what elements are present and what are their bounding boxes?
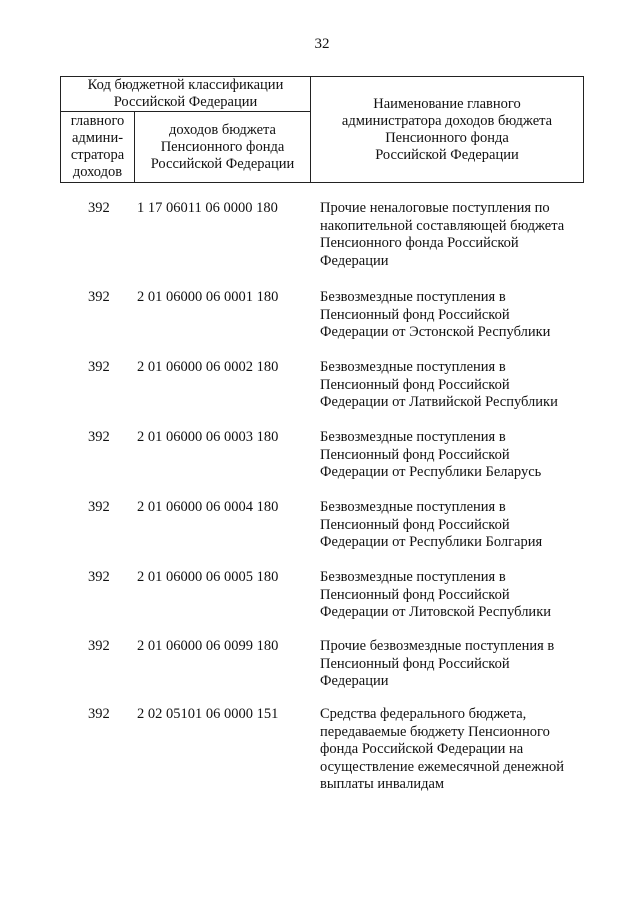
income-code: 1 17 06011 06 0000 180 — [137, 200, 278, 216]
admin-code: 392 — [88, 289, 110, 305]
income-code: 2 01 06000 06 0005 180 — [137, 569, 279, 585]
admin-code: 392 — [88, 499, 110, 515]
page-number: 32 — [314, 36, 330, 52]
income-name: Прочие безвозмездные поступления в Пенсионный фонд Российской Федерации — [320, 638, 555, 689]
header-income-column: доходов бюджета Пенсионного фонда Российской Федерации — [135, 112, 311, 182]
income-code: 2 01 06000 06 0002 180 — [137, 359, 279, 375]
header-admin-column: главного админи- стратора доходов — [61, 112, 135, 182]
income-name: Безвозмездные поступления в Пенсионный фонд Российской Федерации от Республики Болгария — [320, 499, 543, 550]
income-name: Безвозмездные поступления в Пенсионный фонд Российской Федерации от Республики Беларусь — [320, 429, 542, 480]
income-name: Прочие неналоговые поступления по накопительной составляющей бюджета Пенсионного фонда Российской Федерации — [320, 200, 565, 269]
income-code: 2 01 06000 06 0003 180 — [137, 429, 279, 445]
income-code: 2 01 06000 06 0099 180 — [137, 638, 279, 654]
header-name-column: Наименование главного администратора доходов бюджета Пенсионного фонда Российской Федерации — [341, 95, 553, 163]
admin-code: 392 — [88, 429, 110, 445]
admin-code: 392 — [88, 706, 110, 722]
income-name: Безвозмездные поступления в Пенсионный фонд Российской Федерации от Литовской Республики — [320, 569, 551, 620]
admin-code: 392 — [88, 638, 110, 654]
admin-code: 392 — [88, 359, 110, 375]
income-name: Средства федерального бюджета, передаваемые бюджету Пенсионного фонда Российской Федерации на осуществление ежемесячной денежной выплаты инвалидам — [320, 706, 565, 792]
admin-code: 392 — [88, 200, 110, 216]
header-budget-classification-code: Код бюджетной классификации Российской Федерации — [61, 77, 311, 112]
income-code: 2 02 05101 06 0000 151 — [137, 706, 279, 722]
income-code: 2 01 06000 06 0001 180 — [137, 289, 279, 305]
admin-code: 392 — [88, 569, 110, 585]
income-name: Безвозмездные поступления в Пенсионный фонд Российской Федерации от Латвийской Республики — [320, 359, 558, 410]
income-name: Безвозмездные поступления в Пенсионный фонд Российской Федерации от Эстонской Республики — [320, 289, 551, 340]
income-code: 2 01 06000 06 0004 180 — [137, 499, 279, 515]
table-header — [60, 76, 584, 183]
